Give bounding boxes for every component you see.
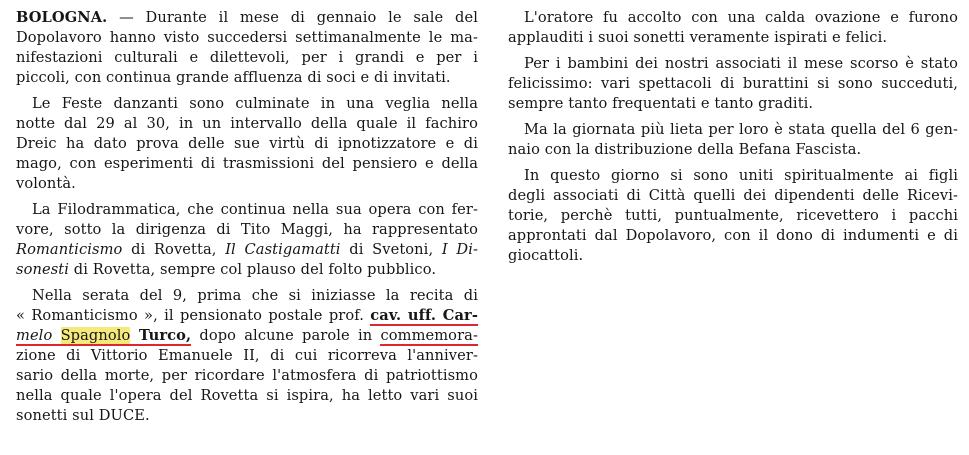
text-line: nifestazioni culturali e dilettevoli, per i grandi e per i (16, 49, 478, 66)
paragraph-filodrammatica (16, 200, 478, 280)
text-line: giocattoli. (508, 247, 584, 264)
underlined-name-part: melo (16, 327, 53, 344)
paragraph-feste-danzanti (16, 94, 478, 194)
text-span: di Rovetta, sempre col plauso del folto pubblico. (69, 261, 437, 278)
text-line: sempre tanto frequentati e tanto graditi. (508, 95, 814, 112)
title-disonesti-end: sonesti (16, 261, 70, 278)
text-line: nella quale l'opera del Rovetta si ispira, ha letto vari suoi (16, 387, 478, 404)
paragraph-bambini (508, 54, 958, 114)
title-castigamatti: Il Castigamatti (225, 241, 341, 258)
text-line: applauditi i suoi sonetti veramente ispirati e felici. (508, 29, 888, 46)
text-line (16, 8, 478, 28)
text-span: « Romanticismo », il pensionato postale prof. (16, 307, 371, 324)
text-line (16, 240, 478, 260)
text-line: torie, perchè tutti, puntualmente, ricevettero i pacchi (508, 207, 958, 224)
text-line: piccoli, con continua grande affluenza di soci e di invitati. (16, 69, 451, 86)
left-column (16, 8, 478, 426)
underlined-text: commemora- (380, 327, 478, 344)
text-line: sario della morte, per ricordare l'atmosfera di patriottismo (16, 367, 478, 384)
text-line: Dopolavoro hanno visto succedersi settimanalmente le ma- (16, 29, 478, 46)
city-heading: BOLOGNA. (16, 9, 108, 26)
underlined-space (52, 327, 60, 346)
paragraph-oratore (508, 8, 958, 48)
underlined-name-part: cav. uff. Car- (370, 307, 478, 324)
text-line: L'oratore fu accolto con una calda ovazione e furono (524, 9, 958, 26)
text-span: di Rovetta, (122, 241, 226, 258)
underlined-name-part: Turco, (130, 327, 192, 344)
text-line: Dreic ha dato prova delle sue virtù di ipnotizzatore e di (16, 135, 478, 152)
text-span: di Svetoni, (340, 241, 442, 258)
text-line: Per i bambini dei nostri associati il mese scorso è stato (524, 55, 958, 72)
text-line: zione di Vittorio Emanuele II, di cui ricorreva l'anniver- (16, 347, 478, 364)
paragraph-giornata (508, 120, 958, 160)
text-line: approntati dal Dopolavoro, con il dono di indumenti e di (508, 227, 958, 244)
text-line: Ma la giornata più lieta per loro è stata quella del 6 gen- (524, 121, 958, 138)
paragraph-befana (508, 166, 958, 266)
text-line: degli associati di Città quelli dei dipendenti delle Ricevi- (508, 187, 958, 204)
title-disonesti-start: I Di- (441, 241, 479, 258)
highlighted-surname: Spagnolo (60, 327, 131, 344)
text-line (16, 326, 478, 346)
text-line: La Filodrammatica, che continua nella sua opera con fer- (32, 201, 478, 218)
text-line: In questo giorno si sono uniti spiritualmente ai figli (524, 167, 958, 184)
text-line: volontà. (16, 175, 76, 192)
text-line: notte dal 29 al 30, in un intervallo della quale il fachiro (16, 115, 478, 132)
text-line: Le Feste danzanti sono culminate in una veglia nella (32, 95, 478, 112)
title-romanticismo: Romanticismo (16, 241, 123, 258)
text-span: dopo alcune parole in (191, 327, 381, 344)
right-column (508, 8, 958, 266)
text-line: mago, con esperimenti di trasmissioni del pensiero e della (16, 155, 478, 172)
paragraph-bologna-intro (16, 8, 478, 88)
paragraph-serata (16, 286, 478, 426)
text-line (16, 260, 478, 280)
text-line: vore, sotto la dirigenza di Tito Maggi, ha rappresentato (16, 221, 478, 238)
text-line: naio con la distribuzione della Befana Fascista. (508, 141, 862, 158)
text-span: — Durante il mese di gennaio le sale del (119, 9, 478, 26)
text-line: Nella serata del 9, prima che si iniziasse la recita di (32, 287, 478, 304)
text-line (16, 306, 478, 326)
text-line: sonetti sul DUCE. (16, 407, 150, 424)
text-line: felicissimo: vari spettacoli di burattini si sono succeduti, (508, 75, 958, 92)
